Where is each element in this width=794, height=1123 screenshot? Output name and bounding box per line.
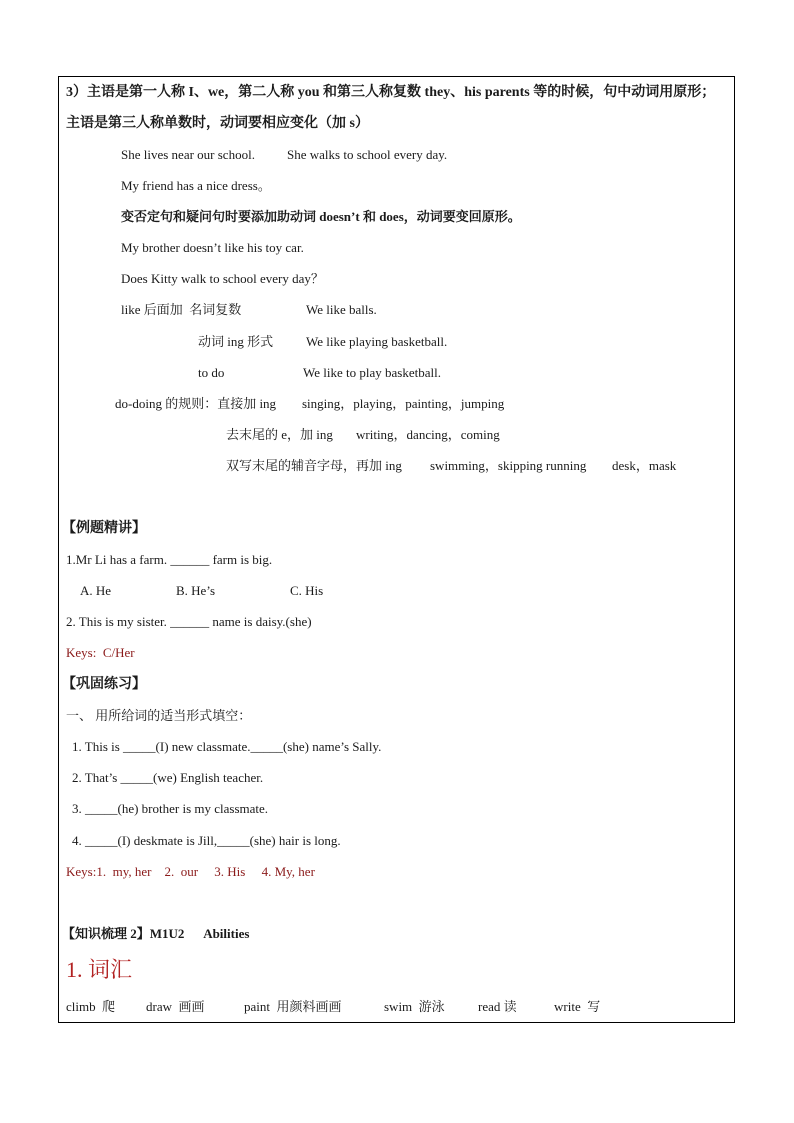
example-sentence: My friend has a nice dress。 [121,178,271,193]
section-heading-knowledge-2: 【知识梳理 2】M1U2 Abilities [62,926,250,941]
rule-line-1: 3）主语是第一人称 I、we，第二人称 you 和第三人称复数 they、his parents 等的时候，句中动词用原形； [66,85,716,100]
vocab-item: read 读 [478,999,517,1014]
option-c: C. His [290,583,324,598]
example-sentence: She lives near our school. [121,147,255,162]
question: 2. This is my sister. ______ name is daisy.(she) [66,614,312,629]
vocab-item: write 写 [554,999,601,1014]
ing-rule-label: 双写末尾的辅音字母，再加 ing [226,458,402,473]
vocab-item: paint 用颜料画画 [244,999,342,1014]
practice-instruction: 一、 用所给词的适当形式填空： [66,708,252,723]
vocab-item: climb 爬 [66,999,116,1014]
practice-item: 3. _____(he) brother is my classmate. [72,801,269,816]
ing-rule-example: singing，playing，painting，jumping [302,396,505,411]
example-sentence: My brother doesn’t like his toy car. [121,240,304,255]
vocab-item: swim 游泳 [384,999,445,1014]
example-sentence: She walks to school every day. [287,147,448,162]
like-rule-label: 动词 ing 形式 [198,334,274,349]
ing-rule-example: desk，mask [612,458,677,473]
practice-item: 2. That’s _____(we) English teacher. [72,770,264,785]
ing-rule-label: 去末尾的 e，加 ing [226,427,333,442]
ing-rule-label: do-doing 的规则：直接加 ing [115,396,277,411]
section-heading-examples: 【例题精讲】 [62,521,146,536]
section-heading-practice: 【巩固练习】 [62,677,146,692]
like-rule-label: like 后面加 名词复数 [121,302,242,317]
negation-rule: 变否定句和疑问句时要添加助动词 doesn’t 和 does，动词要变回原形。 [121,209,521,224]
practice-item: 1. This is _____(I) new classmate._____(she) name’s Sally. [72,739,382,754]
answer-keys: Keys:1. my, her 2. our 3. His 4. My, her [66,864,315,879]
option-a: A. He [80,583,112,598]
practice-item: 4. _____(I) deskmate is Jill,_____(she) hair is long. [72,833,341,848]
like-rule-label: to do [198,365,225,380]
like-rule-example: We like to play basketball. [303,365,441,380]
option-b: B. He’s [176,583,215,598]
ing-rule-example: writing，dancing，coming [356,427,500,442]
example-sentence: Does Kitty walk to school every day？ [121,271,324,286]
vocab-title: 1. 词汇 [66,957,133,982]
answer-keys: Keys: C/Her [66,645,135,660]
like-rule-example: We like balls. [306,302,377,317]
vocab-item: draw 画画 [146,999,205,1014]
like-rule-example: We like playing basketball. [306,334,448,349]
question: 1.Mr Li has a farm. ______ farm is big. [66,552,273,567]
ing-rule-example: swimming，skipping running [430,458,587,473]
rule-line-2: 主语是第三人称单数时，动词要相应变化（加 s） [66,116,369,131]
